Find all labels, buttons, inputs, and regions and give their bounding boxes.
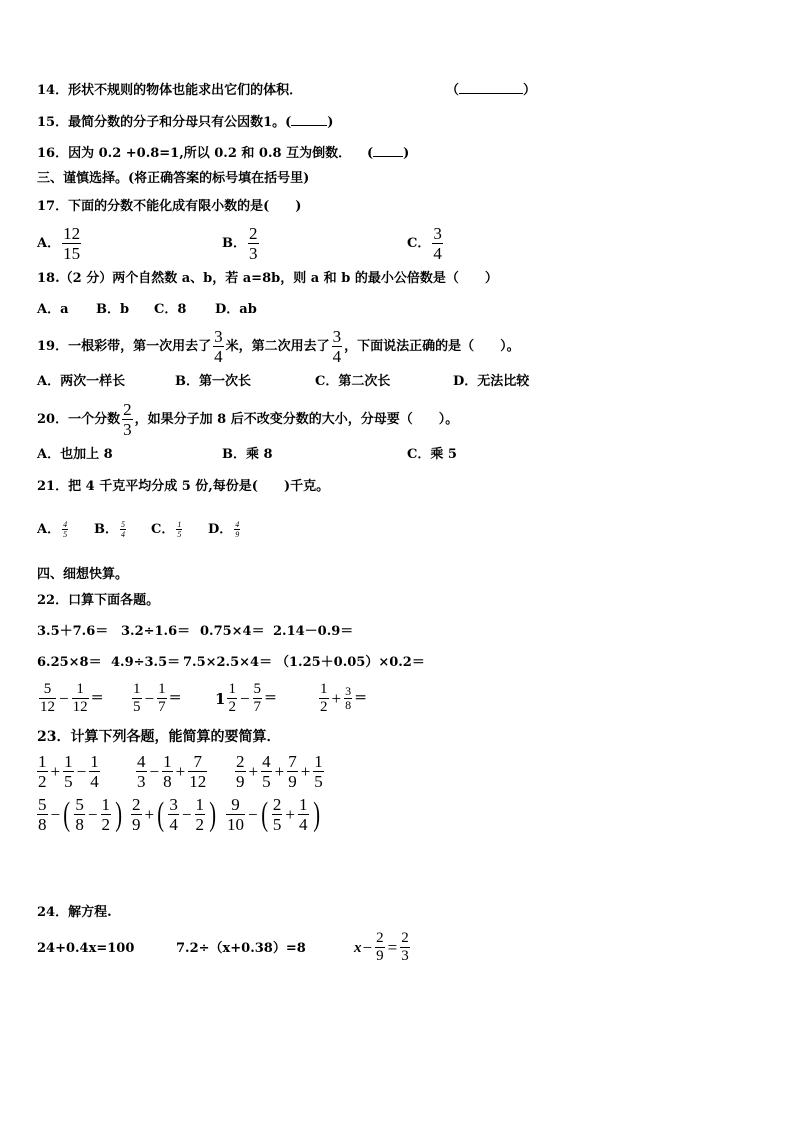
- denominator: 4: [90, 772, 99, 791]
- denominator: 8: [75, 815, 84, 834]
- variable: x: [354, 939, 362, 956]
- question-17: 17．下面的分数不能化成有限小数的是( ): [37, 199, 302, 214]
- q19-option-c[interactable]: C．第二次长: [315, 374, 391, 389]
- q21-option-a[interactable]: [37, 520, 70, 539]
- fraction: [168, 795, 179, 834]
- fraction: [136, 752, 147, 791]
- q23-r2-expr-3: [224, 795, 322, 834]
- q14-text: 14．形状不规则的物体也能求出它们的体积．: [37, 83, 303, 98]
- q24-equation-2: 7.2÷（x+0.38）=8: [176, 941, 306, 956]
- operator: −: [248, 804, 258, 824]
- q18-option-c[interactable]: C．8: [154, 302, 187, 317]
- equals: =: [387, 937, 398, 957]
- q21-option-d-fraction: [234, 520, 240, 539]
- numerator: 3: [433, 224, 442, 243]
- fraction: [162, 752, 173, 791]
- q21-option-a-fraction: [62, 520, 68, 539]
- q17-option-c[interactable]: [407, 224, 445, 263]
- denominator: 15: [63, 244, 81, 263]
- denominator: 10: [227, 815, 244, 834]
- numerator: 5: [121, 520, 125, 529]
- q24-equation-1: 24+0.4x=100: [37, 941, 135, 956]
- q17-option-b-fraction: [248, 224, 259, 263]
- fraction: [132, 681, 142, 716]
- left-paren: (: [63, 795, 71, 833]
- q22-r1-expr-2: 3.2÷1.6＝: [121, 624, 191, 639]
- operator: +: [144, 804, 155, 824]
- denominator: 9: [235, 530, 240, 539]
- q15-blank[interactable]: [291, 125, 327, 126]
- q15-text: 15．最简分数的分子和分母只有公因数1。(: [37, 115, 292, 130]
- numerator: 7: [193, 752, 202, 771]
- q22-r2-expr-1: 6.25×8＝: [37, 655, 102, 670]
- denominator: 7: [253, 699, 262, 715]
- denominator: 4: [332, 347, 342, 366]
- fraction: [72, 681, 89, 716]
- q18-option-d[interactable]: D．ab: [215, 302, 257, 317]
- q20-option-c[interactable]: C．乘 5: [407, 447, 457, 462]
- operator: −: [50, 804, 61, 824]
- fraction: [131, 795, 142, 834]
- q19-option-b[interactable]: B．第一次长: [175, 374, 251, 389]
- q16-paren-right: ): [403, 146, 410, 161]
- denominator: 9: [376, 948, 384, 964]
- q21-option-b-fraction: [120, 520, 126, 539]
- question-22: 22．口算下面各题。: [37, 593, 160, 608]
- fraction: [89, 752, 100, 791]
- fraction: [253, 681, 263, 716]
- operator: +: [248, 761, 259, 781]
- denominator: 3: [137, 772, 146, 791]
- denominator: 9: [288, 772, 297, 791]
- q14-paren-left: （: [446, 83, 460, 98]
- operator: +: [300, 761, 311, 781]
- denominator: 4: [121, 530, 125, 539]
- fraction: [37, 795, 48, 834]
- q17-option-b[interactable]: [222, 224, 261, 263]
- operator: +: [285, 804, 296, 824]
- numerator: 1: [158, 681, 166, 697]
- q22-r2-expr-3: 7.5×2.5×4＝: [183, 655, 273, 670]
- numerator: 1: [177, 520, 182, 529]
- q14-paren-right: ）: [523, 83, 537, 98]
- operator: −: [181, 804, 192, 824]
- operator: −: [149, 761, 160, 781]
- q21-option-c-label: C．: [151, 521, 175, 537]
- q17-option-b-label: B．: [222, 235, 246, 251]
- denominator: 2: [101, 815, 111, 834]
- q16-blank[interactable]: [373, 156, 403, 157]
- q20-fraction: [122, 400, 133, 439]
- denominator: 5: [133, 699, 141, 715]
- question-15: [37, 115, 333, 131]
- question-23: 23．计算下列各题，能简算的要简算．: [37, 729, 281, 745]
- q20-option-a[interactable]: A．也加上 8: [37, 447, 113, 462]
- fraction: [195, 795, 206, 834]
- operator: +: [50, 761, 61, 781]
- q19-fraction-2: [332, 327, 343, 366]
- question-18: 18.（2 分）两个自然数 a、b，若 a=8b，则 a 和 b 的最小公倍数是（ ）: [37, 271, 498, 286]
- denominator: 9: [236, 772, 245, 791]
- q21-option-d[interactable]: [208, 520, 242, 539]
- numerator: 3: [345, 684, 352, 698]
- q17-option-a-fraction: [62, 224, 81, 263]
- denominator: 8: [345, 698, 352, 712]
- parenthesized-group: [155, 795, 218, 834]
- fraction: [157, 681, 167, 716]
- fraction: [37, 752, 48, 791]
- denominator: 3: [249, 244, 258, 263]
- numerator: 9: [231, 795, 240, 814]
- q23-r1-expr-1: [35, 752, 102, 791]
- numerator: 5: [43, 681, 52, 697]
- q24-equation-3: [354, 930, 412, 965]
- numerator: 1: [90, 752, 99, 771]
- denominator: 9: [132, 815, 141, 834]
- numerator: 1: [228, 681, 236, 697]
- q16-text: 16．因为 0.2 +0.8=1,所以 0.2 和 0.8 互为倒数．: [37, 146, 352, 161]
- fraction: [261, 752, 272, 791]
- q17-option-c-label: C．: [407, 235, 431, 251]
- fraction: [226, 795, 245, 834]
- denominator: 5: [314, 772, 323, 791]
- q21-option-b-label: B．: [94, 521, 118, 537]
- question-19: [37, 327, 520, 366]
- numerator: 3: [214, 327, 223, 346]
- numerator: 1: [101, 795, 111, 814]
- section-4-heading: 四、细想快算。: [37, 567, 129, 582]
- q16-answer-blank[interactable]: [367, 146, 409, 162]
- q17-option-c-fraction: [432, 224, 443, 263]
- denominator: 4: [169, 815, 178, 834]
- denominator: 3: [123, 420, 132, 439]
- denominator: 2: [320, 699, 328, 715]
- denominator: 12: [40, 699, 55, 715]
- q17-option-a-label: A．: [37, 235, 61, 251]
- q22-r1-expr-4: 2.14－0.9＝: [273, 624, 354, 639]
- parenthesized-group: [259, 795, 322, 834]
- fraction: [101, 795, 112, 834]
- numerator: 2: [123, 400, 132, 419]
- fraction: [375, 930, 385, 965]
- q23-r1-expr-3: [233, 752, 326, 791]
- numerator: 5: [38, 795, 47, 814]
- q14-answer-blank[interactable]: [446, 83, 536, 99]
- operator: −: [59, 688, 69, 708]
- denominator: 5: [64, 772, 73, 791]
- question-14: [37, 83, 302, 99]
- numerator: 2: [132, 795, 141, 814]
- numerator: 4: [137, 752, 146, 771]
- numerator: 2: [376, 930, 384, 946]
- denominator: 7: [158, 699, 166, 715]
- q22-r3-expr-4: [317, 681, 367, 716]
- denominator: 2: [195, 815, 205, 834]
- operator: +: [175, 761, 186, 781]
- q19-text-a: 19．一根彩带，第一次用去了: [37, 338, 212, 354]
- q21-option-d-label: D．: [208, 521, 233, 537]
- q22-r1-expr-3: 0.75×4＝: [200, 624, 265, 639]
- q22-r2-expr-2: 4.9÷3.5＝: [111, 655, 181, 670]
- q22-r3-expr-3: [215, 681, 277, 716]
- q20-text-a: 20．一个分数: [37, 411, 121, 427]
- denominator: 4: [433, 244, 442, 263]
- q21-option-a-label: A．: [37, 521, 61, 537]
- q18-option-b[interactable]: B．b: [96, 302, 130, 317]
- operator: −: [362, 937, 373, 957]
- numerator: 4: [63, 520, 68, 529]
- numerator: 12: [63, 224, 81, 243]
- denominator: 5: [177, 530, 182, 539]
- whole-number: 1: [215, 689, 226, 708]
- question-21: 21．把 4 千克平均分成 5 份,每份是( )千克。: [37, 479, 330, 494]
- q23-r2-expr-1: [35, 795, 124, 834]
- fraction: [319, 681, 329, 716]
- question-24: 24．解方程.: [37, 905, 112, 920]
- numerator: 1: [299, 795, 308, 814]
- numerator: 2: [272, 795, 282, 814]
- equals: ＝: [90, 690, 104, 706]
- denominator: 12: [72, 699, 88, 715]
- fraction: [344, 685, 352, 712]
- q22-r3-expr-2: [130, 681, 182, 716]
- denominator: 2: [38, 772, 47, 791]
- denominator: 4: [299, 815, 308, 834]
- numerator: 2: [236, 752, 245, 771]
- right-paren: ): [209, 795, 217, 833]
- fraction: [188, 752, 207, 791]
- fraction: [39, 681, 56, 716]
- fraction: [298, 795, 309, 834]
- numerator: 1: [64, 752, 73, 771]
- right-paren: ): [312, 795, 320, 833]
- denominator: 5: [272, 815, 282, 834]
- right-paren: ): [115, 795, 123, 833]
- q20-option-b[interactable]: B．乘 8: [222, 447, 273, 462]
- q21-option-c[interactable]: [151, 520, 184, 539]
- fraction: [400, 930, 410, 965]
- operator: −: [87, 804, 98, 824]
- question-20: [37, 400, 458, 439]
- denominator: 12: [189, 772, 207, 791]
- denominator: 3: [401, 948, 409, 964]
- q16-paren-left: (: [367, 146, 374, 161]
- fraction: [74, 795, 85, 834]
- numerator: 1: [76, 681, 84, 697]
- numerator: 2: [249, 224, 258, 243]
- q22-r1-expr-1: 3.5＋7.6＝: [37, 624, 109, 639]
- parenthesized-group: [61, 795, 124, 834]
- left-paren: (: [260, 795, 268, 833]
- numerator: 5: [75, 795, 84, 814]
- equals: ＝: [354, 690, 368, 706]
- denominator: 4: [214, 347, 223, 366]
- q20-text-b: ，如果分子加 8 后不改变分数的大小，分母要（ ）。: [134, 411, 459, 427]
- fraction: [63, 752, 74, 791]
- numerator: 1: [38, 752, 47, 771]
- numerator: 3: [169, 795, 178, 814]
- q23-r2-expr-2: [129, 795, 218, 834]
- fraction: [272, 795, 283, 834]
- operator: +: [274, 761, 285, 781]
- q22-r3-expr-1: [37, 681, 104, 716]
- denominator: 8: [163, 772, 172, 791]
- operator: −: [76, 761, 87, 781]
- fraction: [287, 752, 298, 791]
- numerator: 1: [133, 681, 141, 697]
- operator: −: [144, 688, 155, 708]
- q15-paren-right: ): [327, 115, 334, 130]
- q21-option-c-fraction: [176, 520, 182, 539]
- numerator: 5: [253, 681, 262, 697]
- q19-text-c: ，下面说法正确的是（ ）。: [344, 338, 520, 354]
- left-paren: (: [157, 795, 165, 833]
- numerator: 4: [262, 752, 271, 771]
- numerator: 1: [314, 752, 323, 771]
- question-16: [37, 146, 351, 162]
- q21-option-b[interactable]: [94, 520, 128, 539]
- q19-option-a[interactable]: A．两次一样长: [37, 374, 126, 389]
- denominator: 8: [38, 815, 47, 834]
- fraction: [313, 752, 324, 791]
- fraction: [235, 752, 246, 791]
- equals: ＝: [168, 690, 182, 706]
- q18-option-a[interactable]: A．a: [37, 302, 69, 317]
- numerator: 7: [288, 752, 297, 771]
- q19-fraction-1: [213, 327, 224, 366]
- q23-r1-expr-2: [134, 752, 209, 791]
- operator: −: [239, 688, 250, 708]
- denominator: 2: [228, 699, 236, 715]
- numerator: 1: [163, 752, 172, 771]
- numerator: 1: [320, 681, 328, 697]
- operator: +: [331, 688, 342, 708]
- numerator: 2: [401, 930, 409, 946]
- equals: ＝: [264, 690, 278, 706]
- numerator: 3: [332, 327, 342, 346]
- q14-blank[interactable]: [459, 93, 523, 94]
- q22-r2-expr-4: （1.25＋0.05）×0.2＝: [276, 655, 425, 670]
- q19-text-b: 米，第二次用去了: [225, 338, 330, 354]
- numerator: 4: [235, 520, 240, 529]
- section-3-heading: 三、谨慎选择。(将正确答案的标号填在括号里): [37, 171, 310, 186]
- q19-option-d[interactable]: D．无法比较: [453, 374, 530, 389]
- numerator: 1: [195, 795, 205, 814]
- denominator: 5: [63, 530, 68, 539]
- q17-option-a[interactable]: [37, 224, 83, 263]
- fraction: [227, 681, 237, 716]
- denominator: 5: [262, 772, 271, 791]
